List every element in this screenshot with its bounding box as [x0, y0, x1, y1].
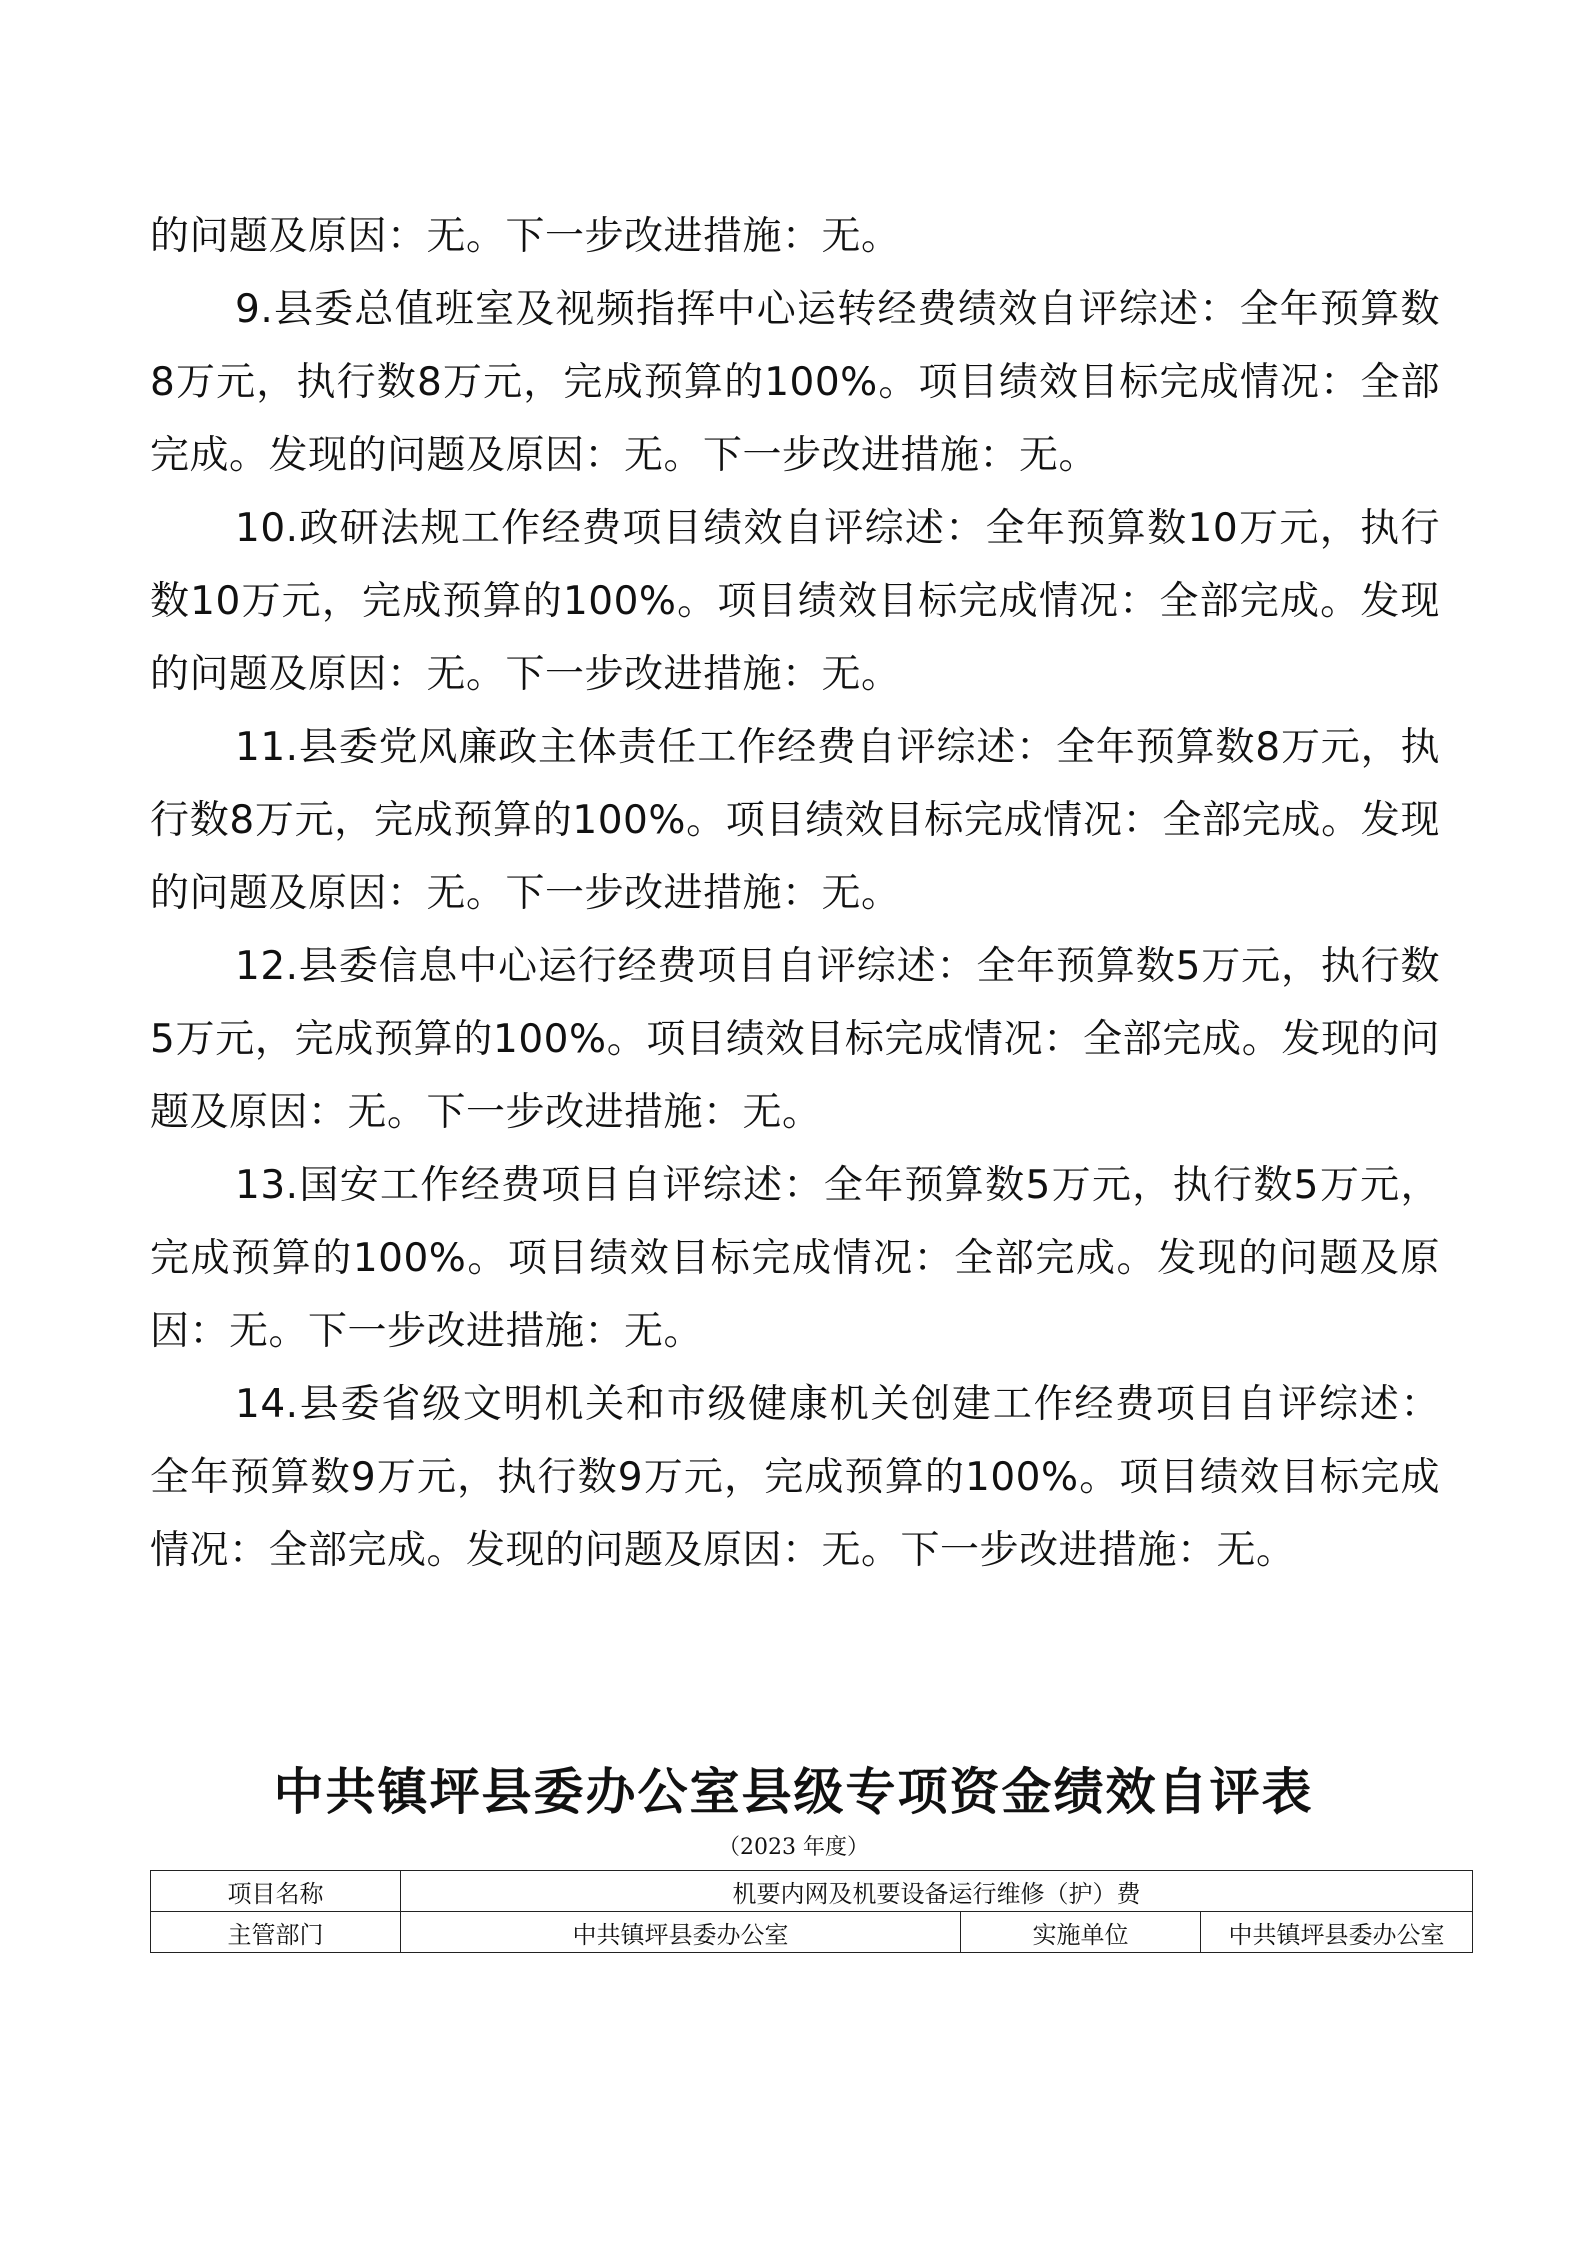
- paragraph-continuation: 的问题及原因：无。下一步改进措施：无。: [150, 214, 901, 259]
- paragraph-item-12: 12.县委信息中心运行经费项目自评综述：全年预算数5万元，执行数5万元，完成预算的100%。项目绩效目标完成情况：全部完成。发现的问题及原因：无。下一步改进措施：无。: [150, 944, 1440, 1135]
- project-name-value: 机要内网及机要设备运行维修（护）费: [401, 1871, 1473, 1912]
- paragraph-item-10: 10.政研法规工作经费项目绩效自评综述：全年预算数10万元，执行数10万元，完成预算的100%。项目绩效目标完成情况：全部完成。发现的问题及原因：无。下一步改进措施：无。: [150, 506, 1440, 697]
- dept-value: 中共镇坪县委办公室: [401, 1912, 961, 1953]
- table-year: （2023 年度）: [718, 1835, 869, 1860]
- dept-label: 主管部门: [151, 1912, 401, 1953]
- paragraph-item-9: 9.县委总值班室及视频指挥中心运转经费绩效自评综述：全年预算数8万元，执行数8万元，完成预算的100%。项目绩效目标完成情况：全部完成。发现的问题及原因：无。下一步改进措施：无。: [150, 287, 1440, 478]
- project-name-label: 项目名称: [151, 1871, 401, 1912]
- evaluation-table: [150, 1870, 1473, 1953]
- body-text: [150, 200, 1440, 1587]
- impl-value: 中共镇坪县委办公室: [1201, 1912, 1473, 1953]
- table-title: 中共镇坪县委办公室县级专项资金绩效自评表: [273, 1762, 1314, 1821]
- table-row: [151, 1912, 1473, 1953]
- paragraph-item-11: 11.县委党风廉政主体责任工作经费自评综述：全年预算数8万元，执行数8万元，完成预算的100%。项目绩效目标完成情况：全部完成。发现的问题及原因：无。下一步改进措施：无。: [150, 725, 1440, 916]
- table-row: [151, 1871, 1473, 1912]
- paragraph-item-14: 14.县委省级文明机关和市级健康机关创建工作经费项目自评综述：全年预算数9万元，执行数9万元，完成预算的100%。项目绩效目标完成情况：全部完成。发现的问题及原因：无。下一步改进措施：无。: [150, 1382, 1440, 1573]
- impl-label: 实施单位: [961, 1912, 1201, 1953]
- paragraph-item-13: 13.国安工作经费项目自评综述：全年预算数5万元，执行数5万元，完成预算的100%。项目绩效目标完成情况：全部完成。发现的问题及原因：无。下一步改进措施：无。: [150, 1163, 1440, 1354]
